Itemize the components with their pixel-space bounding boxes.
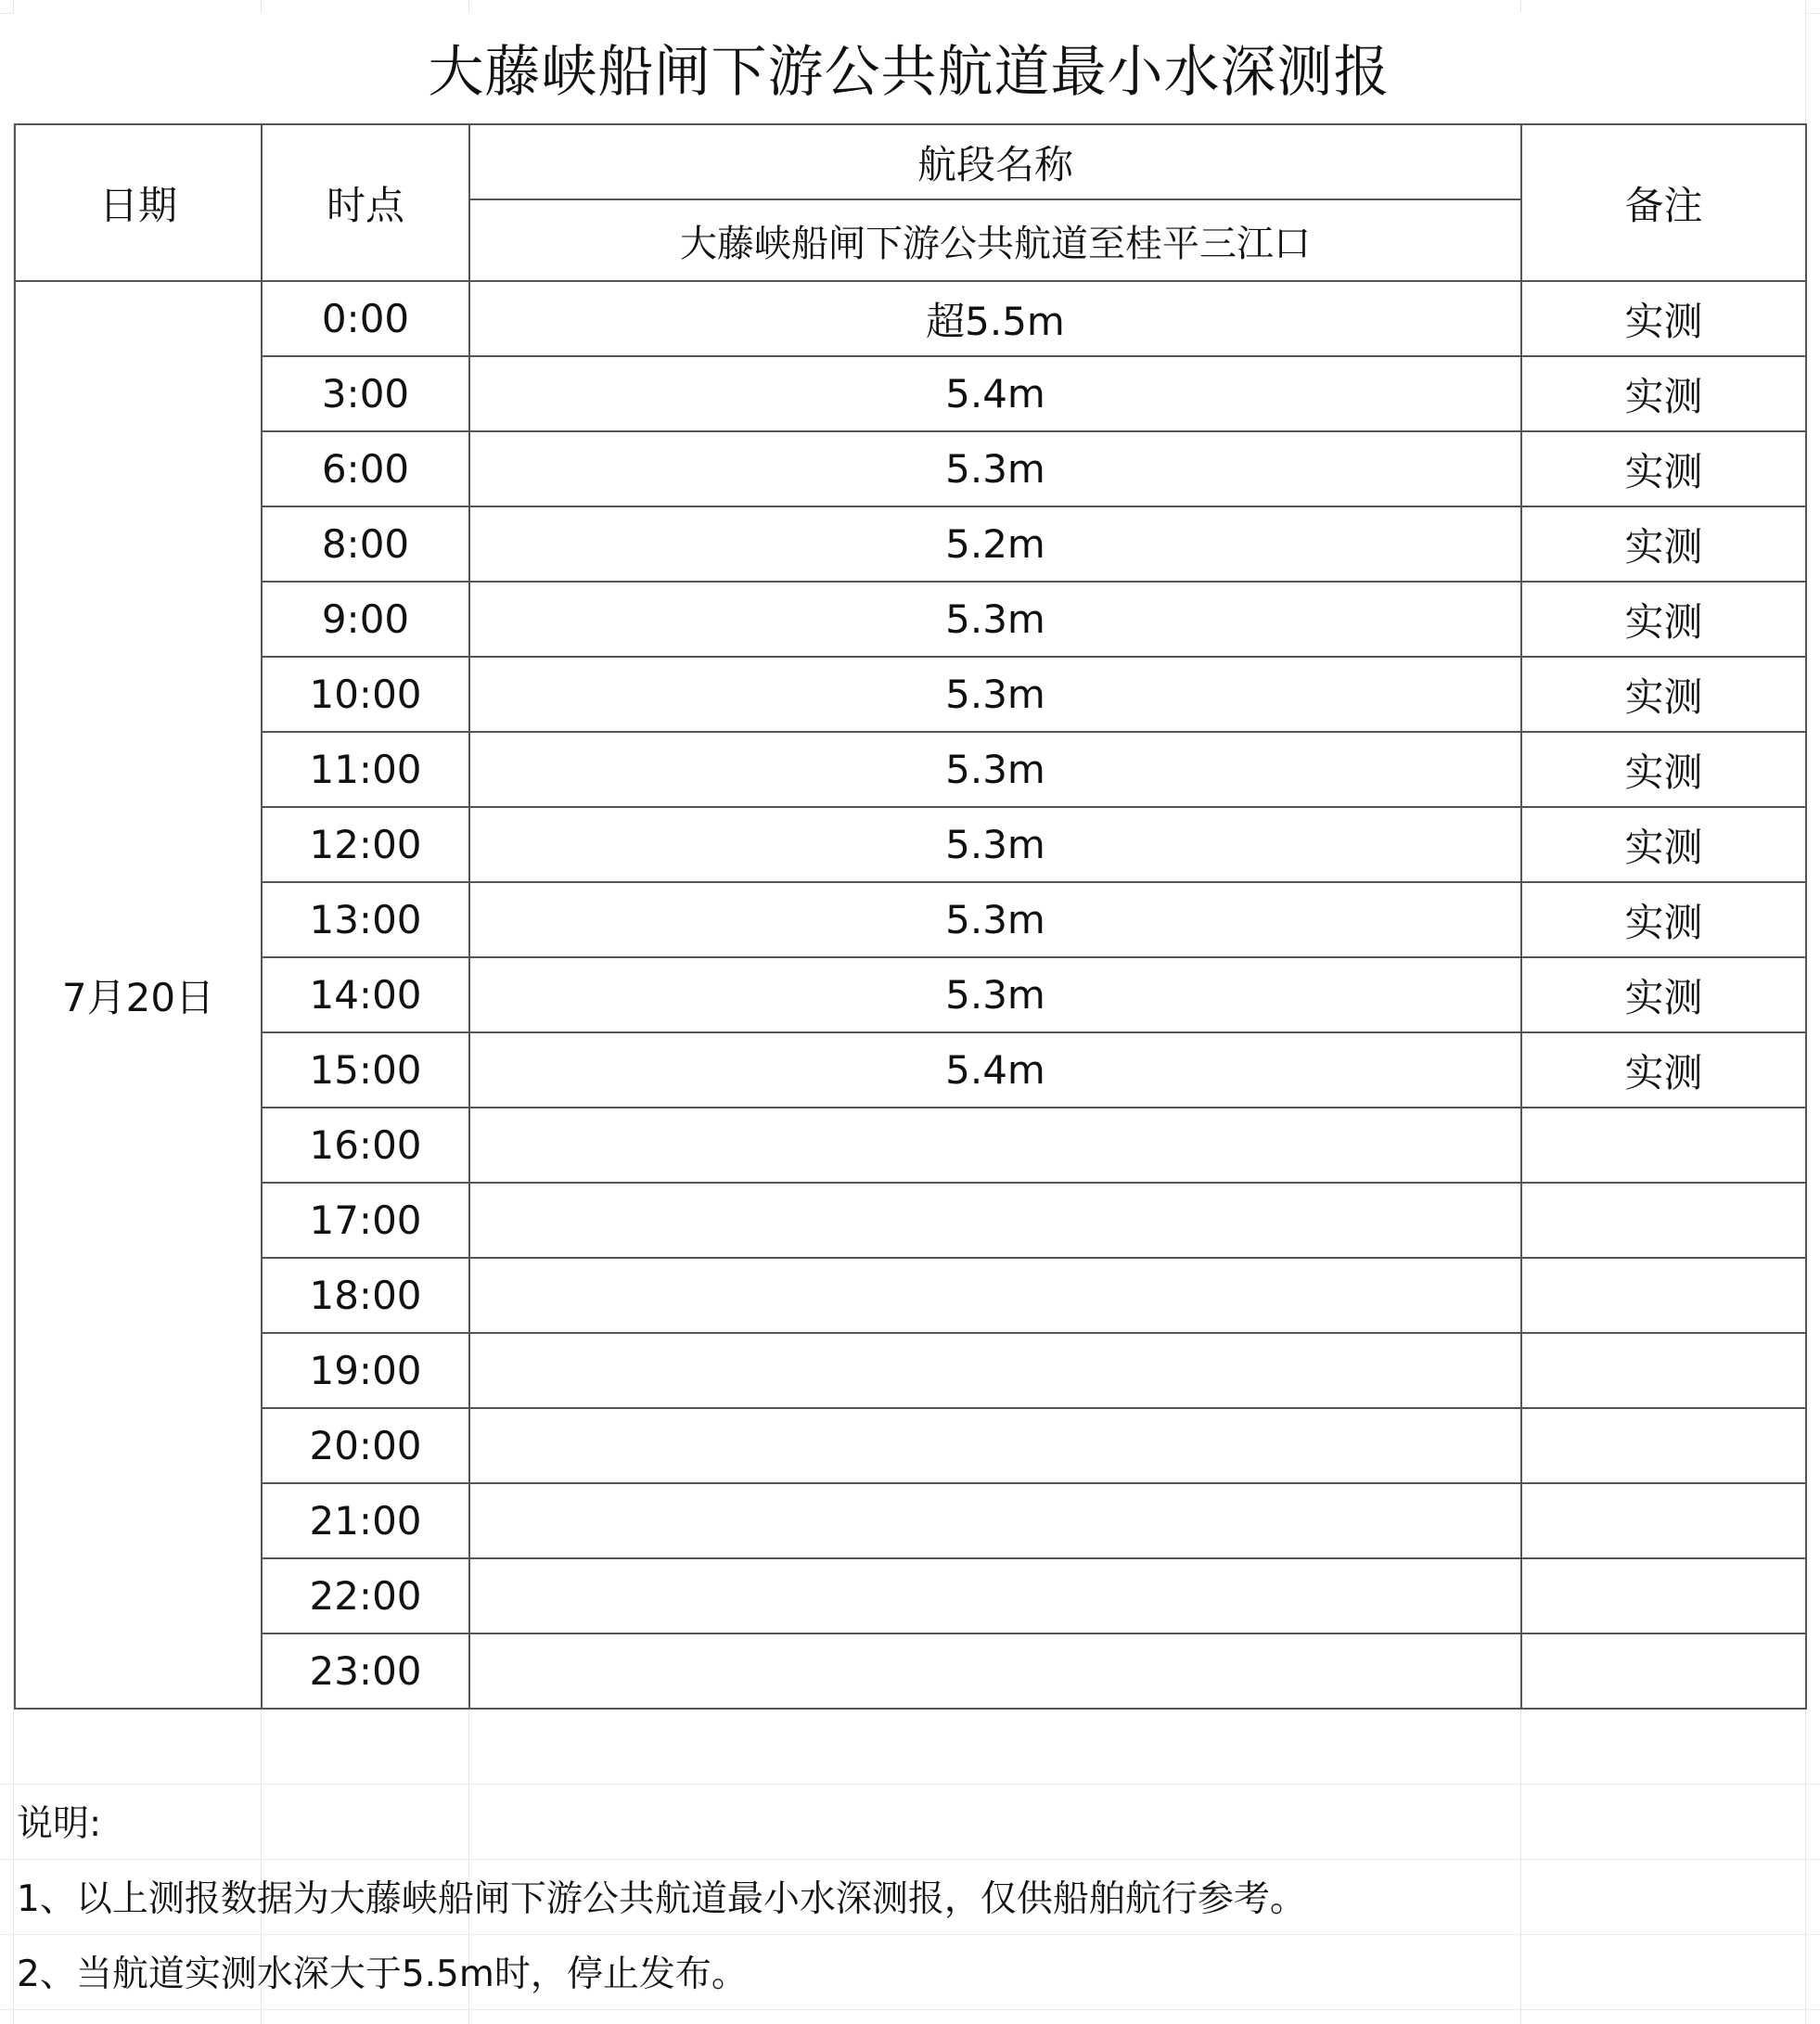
remark-cell [1521,1483,1806,1558]
remark-cell [1521,1333,1806,1408]
remark-cell: 实测 [1521,582,1806,657]
depth-cell [469,1333,1521,1408]
time-cell: 6:00 [262,431,469,506]
table-row [15,732,1806,807]
page-title: 大藤峡船闸下游公共航道最小水深测报 [13,13,1805,122]
header-time: 时点 [262,124,469,281]
table-row [15,1333,1806,1408]
depth-cell: 5.3m [469,882,1521,957]
depth-cell: 5.3m [469,657,1521,732]
header-segment-group: 航段名称 [469,124,1521,199]
table-row [15,1258,1806,1333]
time-cell: 10:00 [262,657,469,732]
notes-heading: 说明: [17,1803,102,1845]
remark-cell [1521,1183,1806,1258]
time-cell: 17:00 [262,1183,469,1258]
remark-cell [1521,1408,1806,1483]
table-row [15,657,1806,732]
table-row [15,431,1806,506]
time-cell: 22:00 [262,1558,469,1633]
table-row [15,1408,1806,1483]
time-cell: 16:00 [262,1108,469,1183]
depth-cell: 5.3m [469,957,1521,1032]
depth-cell [469,1258,1521,1333]
remark-cell: 实测 [1521,807,1806,882]
table-row [15,807,1806,882]
table-row [15,281,1806,356]
depth-cell [469,1408,1521,1483]
remark-cell: 实测 [1521,1032,1806,1108]
depth-cell: 5.4m [469,356,1521,431]
table-row [15,1558,1806,1633]
table-row [15,882,1806,957]
depth-cell: 5.3m [469,431,1521,506]
depth-cell: 5.3m [469,582,1521,657]
header-remark: 备注 [1521,124,1806,281]
time-cell: 21:00 [262,1483,469,1558]
depth-cell [469,1183,1521,1258]
grid-line [0,1934,1820,1935]
header-date: 日期 [15,124,262,281]
remark-cell [1521,1558,1806,1633]
table-row [15,582,1806,657]
grid-line [0,1784,1820,1785]
depth-cell: 5.2m [469,506,1521,582]
time-cell: 9:00 [262,582,469,657]
table-row [15,1108,1806,1183]
remark-cell: 实测 [1521,281,1806,356]
time-cell: 14:00 [262,957,469,1032]
remark-cell: 实测 [1521,506,1806,582]
remark-cell [1521,1633,1806,1709]
depth-cell: 5.4m [469,1032,1521,1108]
table-row [15,1032,1806,1108]
remark-cell: 实测 [1521,657,1806,732]
table-row [15,1633,1806,1709]
time-cell: 11:00 [262,732,469,807]
remark-cell [1521,1108,1806,1183]
time-cell: 3:00 [262,356,469,431]
table-row [15,1483,1806,1558]
remark-cell: 实测 [1521,957,1806,1032]
table-row [15,506,1806,582]
depth-cell: 5.3m [469,807,1521,882]
remark-cell: 实测 [1521,732,1806,807]
time-cell: 20:00 [262,1408,469,1483]
time-cell: 18:00 [262,1258,469,1333]
time-cell: 13:00 [262,882,469,957]
depth-cell [469,1108,1521,1183]
remark-cell: 实测 [1521,431,1806,506]
depth-cell [469,1483,1521,1558]
depth-cell: 5.3m [469,732,1521,807]
remark-cell: 实测 [1521,356,1806,431]
remark-cell [1521,1258,1806,1333]
table-row [15,1183,1806,1258]
header-segment-name: 大藤峡船闸下游公共航道至桂平三江口 [469,199,1521,281]
note-item-1: 1、以上测报数据为大藤峡船闸下游公共航道最小水深测报，仅供船舶航行参考。 [17,1878,1306,1920]
depth-cell: 超5.5m [469,281,1521,356]
time-cell: 15:00 [262,1032,469,1108]
depth-cell [469,1633,1521,1709]
remark-cell: 实测 [1521,882,1806,957]
time-cell: 19:00 [262,1333,469,1408]
table-row [15,356,1806,431]
time-cell: 8:00 [262,506,469,582]
table-row [15,957,1806,1032]
grid-line [0,2009,1820,2010]
depth-cell [469,1558,1521,1633]
depth-report-table [14,123,1807,1710]
time-cell: 23:00 [262,1633,469,1709]
note-item-2: 2、当航道实测水深大于5.5m时，停止发布。 [17,1954,748,1995]
grid-line [0,1859,1820,1860]
time-cell: 12:00 [262,807,469,882]
time-cell: 0:00 [262,281,469,356]
date-cell: 7月20日 [15,281,262,1709]
